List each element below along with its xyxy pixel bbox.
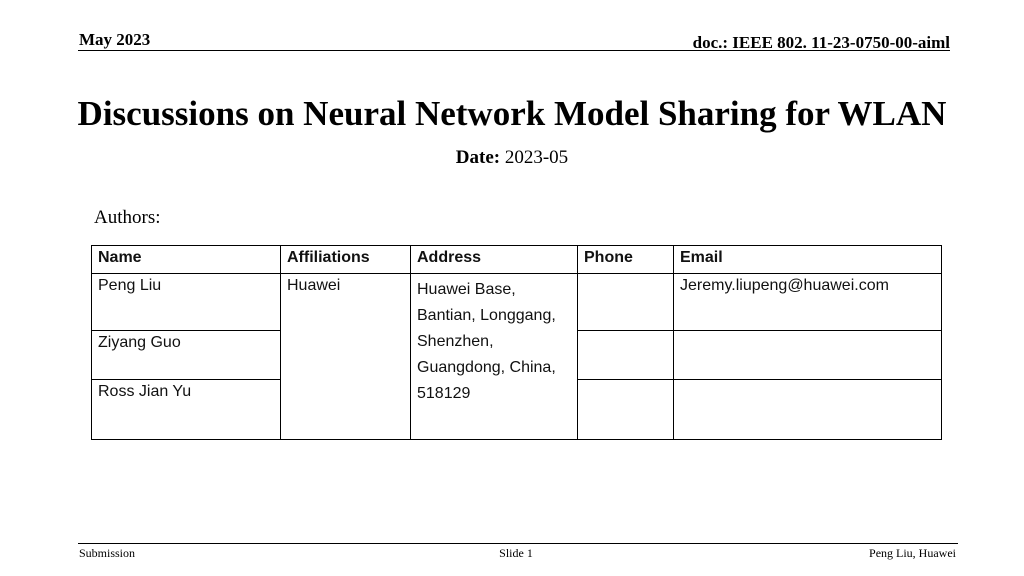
date-value: 2023-05: [504, 147, 569, 168]
header-divider: [78, 50, 950, 51]
table-header-row: [92, 246, 942, 274]
column-header-email: Email: [674, 246, 942, 274]
author-email: Jeremy.liupeng@huawei.com: [674, 274, 942, 331]
footer-author: Peng Liu, Huawei: [869, 546, 956, 560]
footer-slide-number: Slide 1: [499, 546, 533, 560]
date-label: Date:: [455, 147, 501, 168]
column-header-phone: Phone: [578, 246, 674, 274]
author-email: [674, 331, 942, 380]
table-row: [92, 274, 942, 331]
author-affiliation: Huawei: [281, 274, 411, 440]
column-header-address: Address: [411, 246, 578, 274]
header-date: May 2023: [79, 30, 151, 49]
footer-divider: [78, 543, 958, 544]
slide-title: Discussions on Neural Network Model Sharing for WLAN: [77, 94, 947, 133]
author-email: [674, 380, 942, 440]
author-phone: [578, 380, 674, 440]
author-name: Ziyang Guo: [92, 331, 281, 380]
column-header-name: Name: [92, 246, 281, 274]
address-line: 518129: [417, 385, 471, 402]
author-phone: [578, 331, 674, 380]
author-name: Peng Liu: [92, 274, 281, 331]
date-line: [0, 147, 1024, 169]
address-line: Shenzhen,: [417, 333, 494, 350]
address-line: Bantian, Longgang,: [417, 307, 556, 324]
column-header-affiliations: Affiliations: [281, 246, 411, 274]
author-name: Ross Jian Yu: [92, 380, 281, 440]
author-phone: [578, 274, 674, 331]
address-line: Huawei Base,: [417, 281, 516, 298]
header-doc-id: doc.: IEEE 802. 11-23-0750-00-aiml: [692, 33, 950, 52]
author-address: [411, 274, 578, 440]
authors-label: Authors:: [94, 207, 161, 228]
authors-table: [91, 245, 942, 440]
footer-submission: Submission: [79, 546, 136, 560]
address-line: Guangdong, China,: [417, 359, 556, 376]
